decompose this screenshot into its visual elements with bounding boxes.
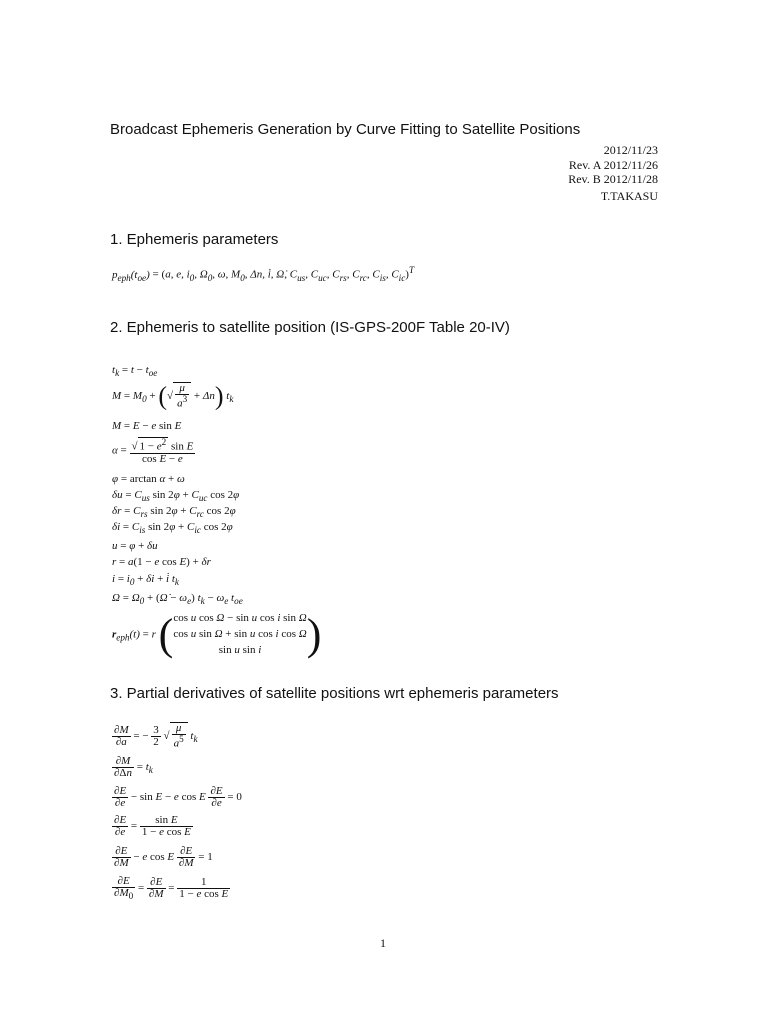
- page-number: 1: [380, 936, 386, 950]
- equation-delta-r: $\delta r = C_{rs}$ $\sin 2\varphi + C_{rc}$ cos 2φ: [112, 505, 236, 520]
- equation-mean-anomaly: $M = M_0$ + (√ $\frac{\mu}{a^3}$ + Δn) $t_k$: [112, 381, 234, 411]
- equation-u: u = φ + δu: [112, 540, 158, 552]
- revision-a: Rev. A 2012/11/26: [568, 158, 658, 172]
- equation-dE-de: $\frac{\partial E}{\partial e}$ = $\frac{\text{sin E}}{\text{1 − e cos E}}$: [114, 814, 191, 838]
- section-heading-3: 3. Partial derivatives of satellite positions wrt ephemeris parameters: [110, 685, 559, 702]
- equation-r: r = a(1 − e cos E) + δr: [112, 556, 211, 568]
- revision-b: Rev. B 2012/11/28: [568, 172, 658, 186]
- equation-omega: $\Omega = \Omega_0$ + (Ω̇ − $\omega_e$) $t_k - \omega_e$ $t_{oe}$: [112, 592, 243, 607]
- equation-dM-da: $\frac{\partial M}{\partial a}$ = − $\frac{3}{2}$ √ $\frac{\mu}{a^5}$ $t_k$: [114, 722, 198, 750]
- equation-delta-i: $\delta i = C_{is}$ $\sin 2\varphi + C_{ic}$ cos 2φ: [112, 521, 233, 536]
- equation-tk: $t_k = t - t_{oe}$: [112, 364, 158, 379]
- equation-dE-dM0: $\frac{\partial E}{\partial M_0}$ = $\frac{\partial E}{\partial M}$ = $\frac{1}{\text{1 − e cos E}}$: [114, 875, 229, 902]
- equation-position-vector: $r_{eph}(t) = r$ ( cos u cos Ω − sin u cos i sin Ω cos u sin Ω + sin u cos i cos Ω sin u sin i ): [112, 609, 322, 659]
- equation-dM-dn: $\frac{\partial M}{\partial\Delta n}$ = $t_k$: [114, 755, 153, 779]
- equation-delta-u: $\delta u = C_{us}$ $\sin 2\varphi + C_{uc}$ cos 2φ: [112, 489, 240, 504]
- author: T.TAKASU: [600, 189, 658, 203]
- equation-phi: φ = arctan α + ω: [112, 473, 185, 485]
- section-heading-1: 1. Ephemeris parameters: [110, 231, 279, 248]
- equation-kepler: M = E − e sin E: [112, 420, 182, 432]
- equation-dE-de-implicit: $\frac{\partial E}{\partial e}$ − sin E − e cos E $\frac{\partial E}{\partial e}$ = 0: [114, 785, 242, 809]
- equation-alpha: α = $\frac{√ 1 - e^2 \sin E}{\text{cos E − e}}$: [112, 437, 194, 465]
- equation-dE-dM-implicit: $\frac{\partial E}{\partial M}$ − e cos E $\frac{\partial E}{\partial M}$ = 1: [114, 845, 213, 869]
- equation-i: $i = i_0 + \delta i$ + i̇ $t_k$: [112, 573, 179, 588]
- equation-ephemeris-vector: $p_{eph}(t_{oe}) = (a$, e, $i_0$, $\Omega_0$, ω, $M_0$, Δn, i̇, Ω̇, $C_{us}$, $C_{uc}$, $C_{rs}$, $C_{rc}$, $C_{is}$, $C_{ic})^T$: [112, 265, 415, 283]
- document-date: 2012/11/23: [603, 143, 658, 157]
- section-heading-2: 2. Ephemeris to satellite position (IS-GPS-200F Table 20-IV): [110, 319, 510, 336]
- document-title: Broadcast Ephemeris Generation by Curve Fitting to Satellite Positions: [110, 121, 581, 138]
